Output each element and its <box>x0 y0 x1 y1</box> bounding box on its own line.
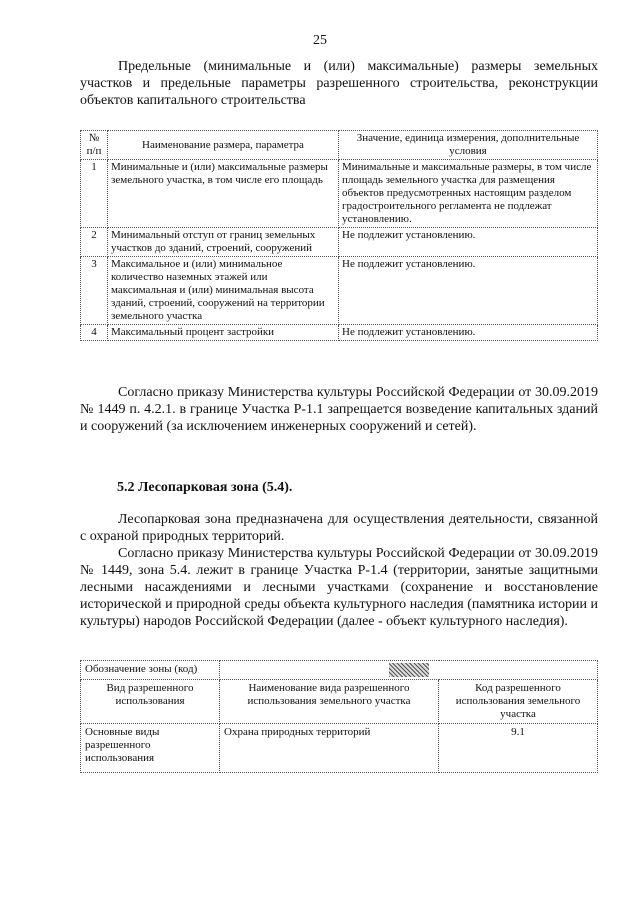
page-number: 25 <box>313 33 327 48</box>
col-header-value: Значение, единица измерения, дополнительные условия <box>339 131 598 160</box>
row-parameter: Максимальное и (или) минимальное количество наземных этажей или максимальная и (или) минимальная высота зданий, строений, сооружений на территории земельного участка <box>108 257 339 325</box>
paragraph-zone-purpose: Лесопарковая зона предназначена для осуществления деятельности, связанной с охраной природных территорий. <box>80 512 598 544</box>
table-row <box>81 228 598 257</box>
row-value: Не подлежит установлению. <box>339 325 598 341</box>
row-number: 2 <box>81 228 108 257</box>
row-number: 1 <box>81 160 108 228</box>
table-row <box>81 257 598 325</box>
table-row <box>81 160 598 228</box>
row-parameter: Минимальные и (или) максимальные размеры земельного участка, в том числе его площадь <box>108 160 339 228</box>
section-title: 5.2 Лесопарковая зона (5.4). <box>117 480 293 495</box>
use-code: 9.1 <box>439 724 598 773</box>
row-number: 4 <box>81 325 108 341</box>
row-number: 3 <box>81 257 108 325</box>
row-value: Не подлежит установлению. <box>339 228 598 257</box>
zone-code-cell <box>220 661 598 680</box>
col-header-use-name: Наименование вида разрешенного использования земельного участка <box>220 680 439 724</box>
paragraph-zone-boundary: Согласно приказу Министерства культуры Российской Федерации от 30.09.2019 № 1449, зона 5.4. лежит в границе Участка Р-1.4 (территории, занятые защитными лесными насаждениями и лесными участками (сохранение и восстановление исторической и природной среды объекта культурного наследия (памятника истории и культуры) народов Российской Федерации (далее - объект культурного наследия). <box>80 546 598 629</box>
permitted-use-table <box>80 660 598 773</box>
row-parameter: Максимальный процент застройки <box>108 325 339 341</box>
section-heading: Предельные (минимальные и (или) максимальные) размеры земельных участков и предельные параметры разрешенного строительства, реконструкции объектов капитального строительства <box>80 59 598 108</box>
col-header-number: № п/п <box>81 131 108 160</box>
col-header-parameter: Наименование размера, параметра <box>108 131 339 160</box>
col-header-use-type: Вид разрешенного использования <box>81 680 220 724</box>
zone-code-hatch <box>389 663 429 677</box>
row-parameter: Минимальный отступ от границ земельных участков до зданий, строений, сооружений <box>108 228 339 257</box>
row-value: Не подлежит установлению. <box>339 257 598 325</box>
table-header-row <box>81 680 598 724</box>
col-header-use-code: Код разрешенного использования земельного участка <box>439 680 598 724</box>
table-header-row <box>81 131 598 160</box>
row-value: Минимальные и максимальные размеры, в том числе площадь земельного участка для размещения объектов предусмотренных настоящим разделом градостроительного регламента не подлежат установлению. <box>339 160 598 228</box>
paragraph-order-1449: Согласно приказу Министерства культуры Российской Федерации от 30.09.2019 № 1449 п. 4.2.1. в границе Участка Р-1.1 запрещается возведение капитальных зданий и сооружений (за исключением инженерных сооружений и сетей). <box>80 385 598 434</box>
use-name: Охрана природных территорий <box>220 724 439 773</box>
zone-label: Обозначение зоны (код) <box>81 661 220 680</box>
use-type: Основные виды разрешенного использования <box>81 724 220 773</box>
parameters-table <box>80 130 598 341</box>
zone-code-row <box>81 661 598 680</box>
table-row <box>81 325 598 341</box>
table-row <box>81 724 598 773</box>
